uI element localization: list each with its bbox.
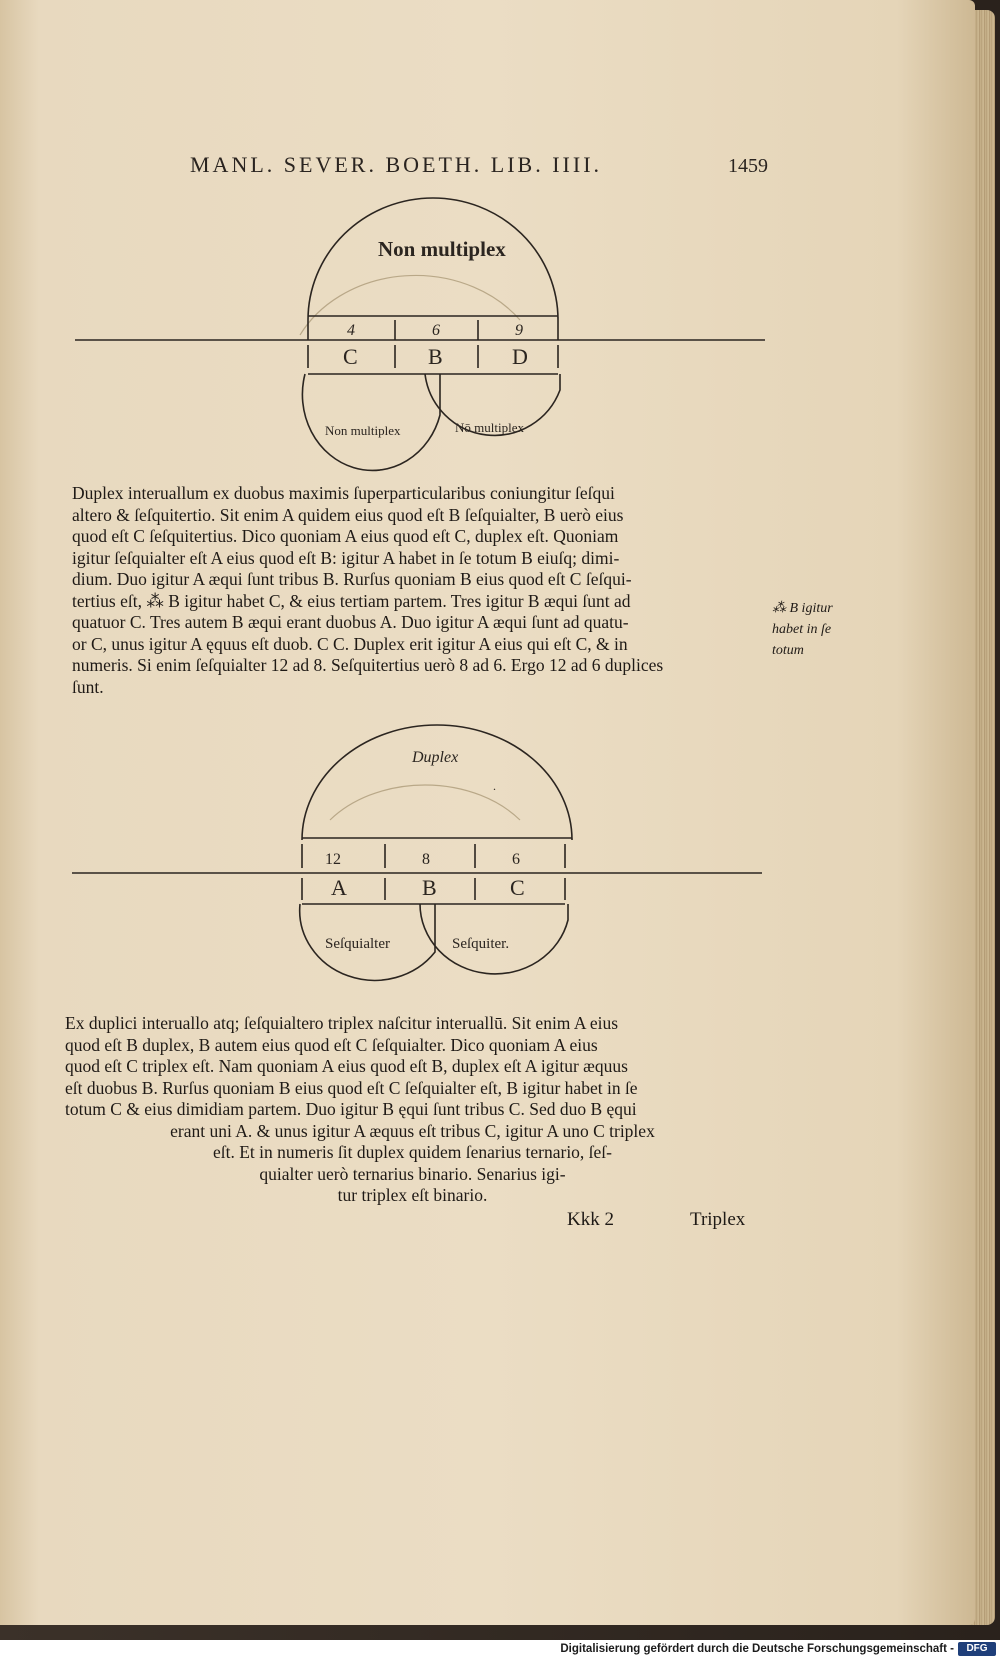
text-line: dium. Duo igitur A æqui ſunt tribus B. Rurſus quoniam B eius quod eſt C ſeſqui- <box>72 569 632 589</box>
dfg-logo-icon: DFG <box>958 1642 996 1656</box>
text-line: quod eſt C ſeſquitertius. Dico quoniam A eius quod eſt C, duplex eſt. Quoniam <box>72 526 619 546</box>
text-line: quod eſt B duplex, B autem eius quod eſt C ſeſquialter. Dico quoniam A eius <box>65 1034 598 1055</box>
signature-mark: Kkk 2 <box>567 1209 614 1230</box>
letter-a: A <box>331 875 347 900</box>
text-line: quatuor C. Tres autem B æqui erant duobus A. Duo igitur A æqui ſunt ad quatu- <box>72 612 629 632</box>
text-line: eſt. Et in numeris ſit duplex quidem ſenarius ternario, ſeſ- <box>213 1142 612 1162</box>
marginal-line: habet in ſe <box>772 622 832 637</box>
number-8: 8 <box>422 851 430 868</box>
catchword: Triplex <box>690 1209 746 1230</box>
text-line: or C, unus igitur A ęquus eſt duob. C C. Duplex erit igitur A eius qui eſt C, & in <box>72 633 628 654</box>
text-line: quialter uerò ternarius binario. Senarius igi- <box>259 1163 566 1184</box>
arc-label: Duplex <box>412 749 459 766</box>
lower-right-label: Nō multiplex <box>455 420 524 435</box>
letter-b: B <box>428 344 443 369</box>
letter-d: D <box>512 344 528 369</box>
text-line: altero & ſeſquitertio. Sit enim A quidem eius quod eſt B ſeſquialter, B uerò eius <box>72 504 624 525</box>
text-line: tur triplex eſt binario. <box>337 1185 488 1205</box>
text-line: numeris. Si enim ſeſquialter 12 ad 8. Seſquitertius uerò 8 ad 6. Ergo 12 ad 6 duplices <box>72 655 664 675</box>
paragraph-2 <box>65 1013 760 1207</box>
number-9: 9 <box>515 322 523 339</box>
number-6: 6 <box>432 322 440 339</box>
text-line: ſunt. <box>72 676 104 697</box>
digitization-credit: Digitalisierung gefördert durch die Deutsche Forschungsgemeinschaft - <box>560 1643 954 1655</box>
paragraph-1 <box>72 483 767 698</box>
marginal-line: ⁂ B igitur <box>772 601 833 616</box>
running-head: MANL. SEVER. BOETH. LIB. IIII. <box>190 152 603 177</box>
dot-mark: . <box>493 779 496 793</box>
arc-label: Non multiplex <box>378 237 506 261</box>
faint-arc <box>330 785 520 820</box>
letter-b: B <box>422 875 437 900</box>
text-line: tertius eſt, ⁂ B igitur habet C, & eius tertiam partem. Tres igitur B æqui ſunt ad <box>72 590 631 611</box>
text-line: totum C & eius dimidiam partem. Duo igitur B ęqui ſunt tribus C. Sed duo B ęqui <box>65 1099 637 1119</box>
lower-left-label: Seſquialter <box>325 936 390 952</box>
marginal-note <box>772 598 842 661</box>
text-line: erant uni A. & unus igitur A æquus eſt tribus C, igitur A uno C triplex <box>170 1120 655 1141</box>
text-line: quod eſt C triplex eſt. Nam quoniam A eius quod eſt B, duplex eſt A igitur æquus <box>65 1056 628 1076</box>
lower-left-label: Non multiplex <box>325 423 401 438</box>
figure-2-diagram <box>0 720 975 1000</box>
number-12: 12 <box>325 851 341 868</box>
text-line: Ex duplici interuallo atq; ſeſquialtero triplex naſcitur interuallū. Sit enim A eius <box>65 1013 619 1033</box>
letter-c: C <box>343 344 358 369</box>
text-line: eſt duobus B. Rurſus quoniam B eius quod eſt C ſeſquialter eſt, B igitur habet in ſe <box>65 1077 638 1098</box>
figure-1-diagram <box>0 180 975 490</box>
letter-c: C <box>510 875 525 900</box>
lower-right-label: Seſquiter. <box>452 936 510 952</box>
text-line: igitur ſeſquialter eſt A eius quod eſt B: igitur A habet in ſe totum B eiuſq; dimi- <box>72 547 620 568</box>
text-line: Duplex interuallum ex duobus maximis ſuperparticularibus coniungitur ſeſqui <box>72 483 615 503</box>
number-4: 4 <box>347 322 355 339</box>
number-6: 6 <box>512 851 520 868</box>
marginal-line: totum <box>772 643 804 658</box>
page-number: 1459 <box>728 155 768 177</box>
faint-arc <box>300 275 520 335</box>
upper-arc <box>302 725 572 840</box>
